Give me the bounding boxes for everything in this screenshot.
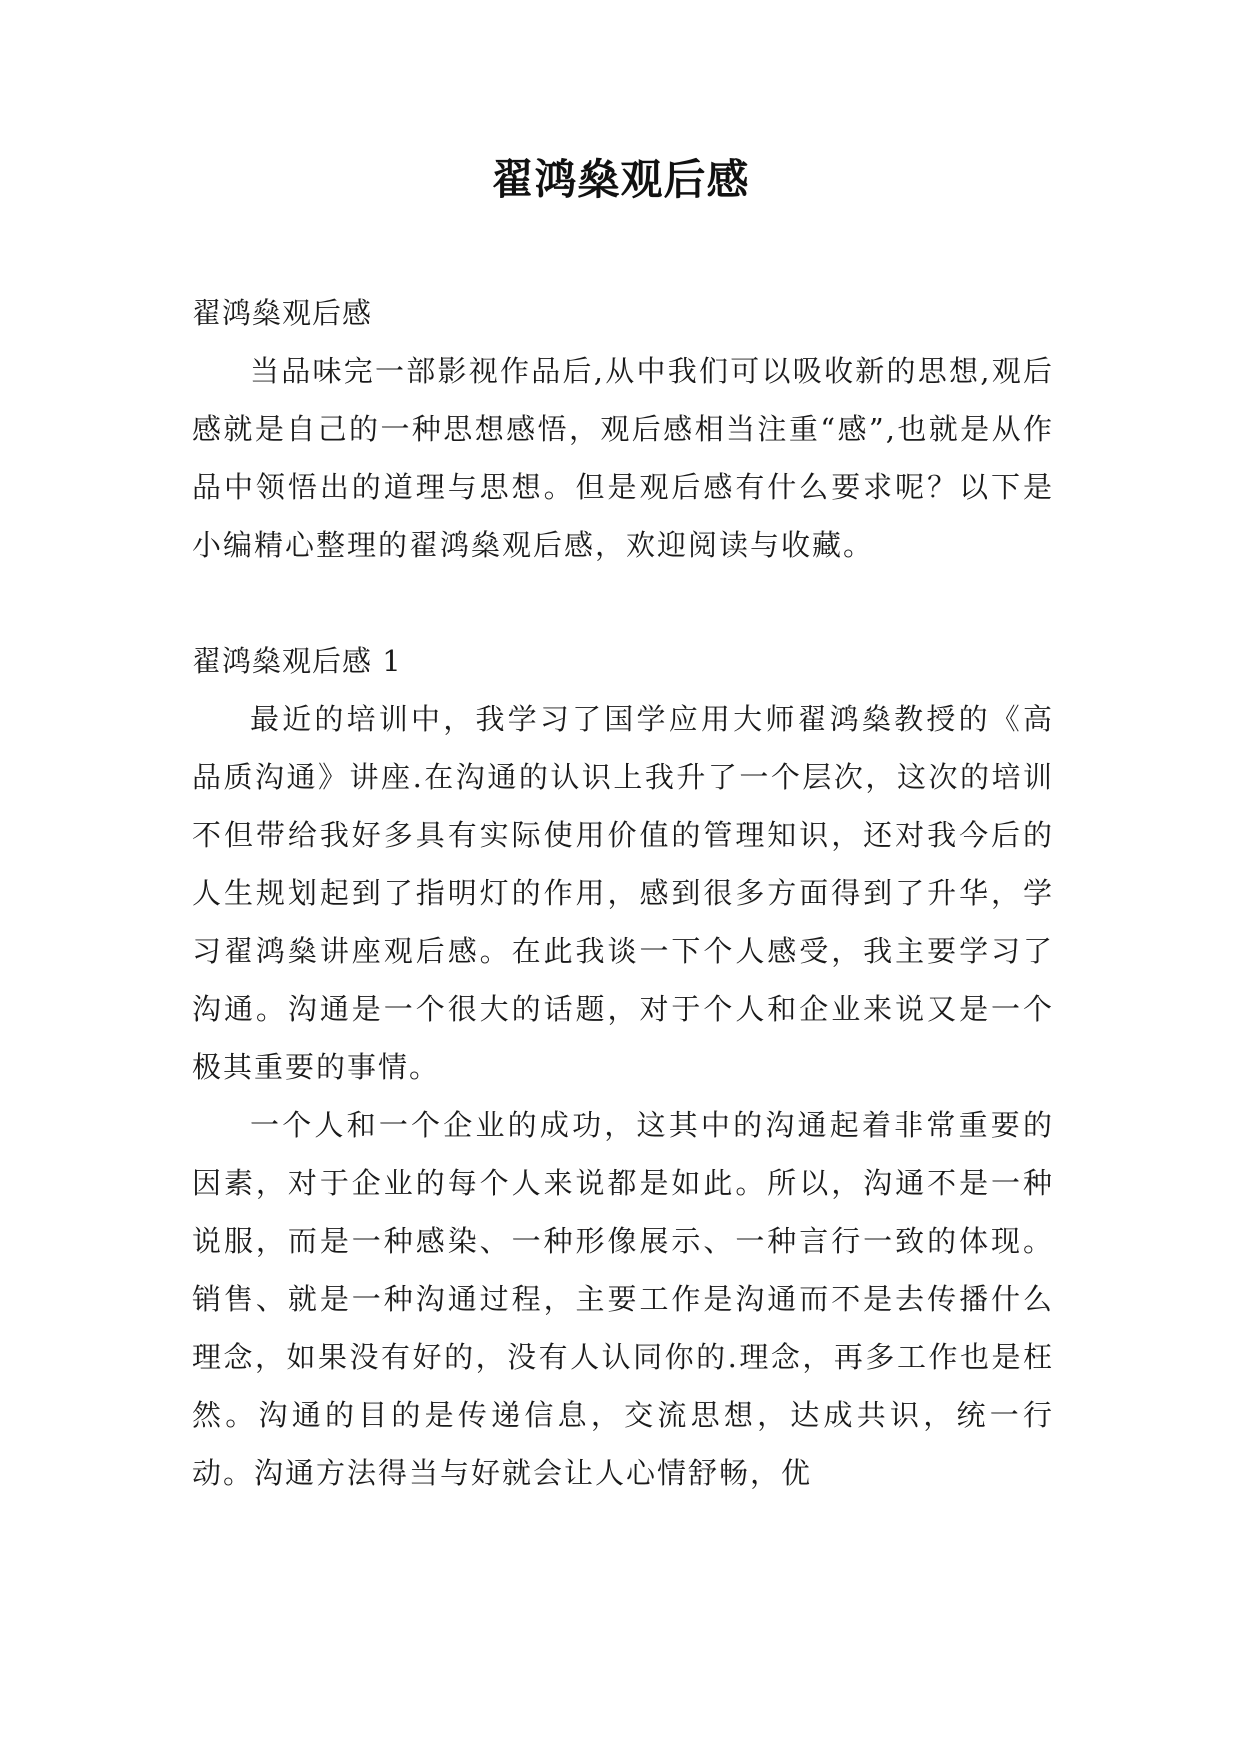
- section-heading: 翟鸿燊观后感 1: [192, 644, 402, 678]
- document-subtitle: 翟鸿燊观后感: [192, 296, 373, 330]
- body-paragraph: 一个人和一个企业的成功，这其中的沟通起着非常重要的因素，对于企业的每个人来说都是如此。所以，沟通不是一种说服，而是一种感染、一种形像展示、一种言行一致的体现。销售、就是一种沟通过程，主要工作是沟通而不是去传播什么理念，如果没有好的，没有人认同你的.理念，再多工作也是枉然。沟通的目的是传递信息，交流思想，达成共识，统一行动。沟通方法得当与好就会让人心情舒畅，优: [192, 1108, 1054, 1490]
- document-body: [192, 284, 1054, 1502]
- paragraph-spacer: [192, 574, 1054, 632]
- body-paragraph: 最近的培训中，我学习了国学应用大师翟鸿燊教授的《高品质沟通》讲座.在沟通的认识上我升了一个层次，这次的培训不但带给我好多具有实际使用价值的管理知识，还对我今后的人生规划起到了指明灯的作用，感到很多方面得到了升华，学习翟鸿燊讲座观后感。在此我谈一下个人感受，我主要学习了沟通。沟通是一个很大的话题，对于个人和企业来说又是一个极其重要的事情。: [192, 702, 1054, 1084]
- intro-paragraph: 当品味完一部影视作品后,从中我们可以吸收新的思想,观后感就是自己的一种思想感悟，观后感相当注重“感”,也就是从作品中领悟出的道理与思想。但是观后感有什么要求呢？以下是小编精心整理的翟鸿燊观后感，欢迎阅读与收藏。: [192, 354, 1054, 562]
- document-title: 翟鸿燊观后感: [491, 155, 750, 204]
